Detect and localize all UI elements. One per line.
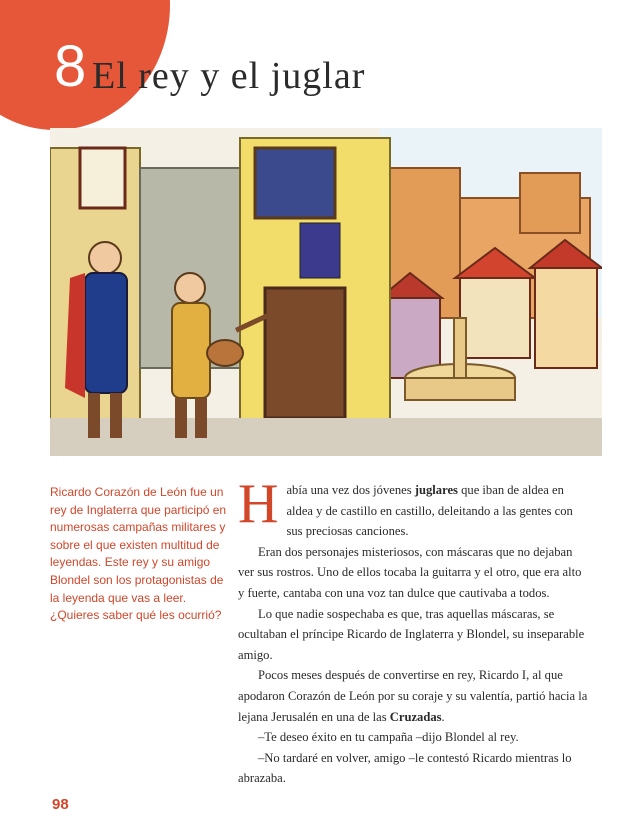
- text-run: que iban de aldea en aldea y de castillo en castillo, deleitando a las gentes con sus preciosas canciones.: [286, 483, 573, 539]
- chapter-title: El rey y el juglar: [92, 55, 366, 97]
- chapter-number: 8: [54, 34, 87, 99]
- page-number: 98: [52, 796, 69, 813]
- fountain-base: [405, 378, 515, 400]
- story-text: [238, 473, 588, 789]
- paragraph-1: [238, 473, 588, 542]
- cobblestone-street: [50, 418, 602, 456]
- paragraph-5: –Te deseo éxito en tu campaña –dijo Blondel al rey.: [258, 730, 519, 745]
- intro-sidebar: Ricardo Corazón de León fue un rey de Inglaterra que participó en numerosas campañas militares y sobre el que existen multitud de leyendas. Este rey y su amigo Blondel son los protagonistas de la leyenda que vas a leer. ¿Quieres saber qué les ocurrió?: [50, 485, 227, 623]
- fountain-column: [454, 318, 466, 378]
- paragraph-6: –No tardaré en volver, amigo –le contestó Ricardo mientras lo abrazaba.: [238, 750, 572, 786]
- house: [460, 278, 530, 358]
- text-run: Pocos meses después de convertirse en rey, Ricardo I, al que apodaron Corazón de León por su coraje y su valentía, partió hacia la lejana Jerusalén en una de las: [238, 668, 588, 724]
- house-2: [535, 268, 597, 368]
- doorway: [265, 288, 345, 418]
- story-illustration: [50, 128, 602, 456]
- keyword-juglares: juglares: [414, 483, 458, 497]
- window-left: [80, 148, 125, 208]
- text-run: .: [441, 709, 445, 724]
- keyword-cruzadas: Cruzadas: [389, 709, 442, 724]
- text-run: abía una vez dos jóvenes: [286, 483, 415, 497]
- paragraph-4: [238, 665, 588, 727]
- castle-tower-right: [520, 173, 580, 233]
- paragraph-3: Lo que nadie sospechaba es que, tras aquellas máscaras, se ocultaban el príncipe Ricardo de Inglaterra y Blondel, su inseparable amigo.: [238, 606, 585, 662]
- balcony-window: [255, 148, 335, 218]
- drop-cap: H: [238, 473, 279, 535]
- banner: [300, 223, 340, 278]
- paragraph-2: Eran dos personajes misteriosos, con máscaras que no dejaban ver sus rostros. Uno de ellos tocaba la guitarra y el otro, que era alto y fuerte, cantaba con una voz tan dulce que cautivaba a todos.: [238, 544, 582, 600]
